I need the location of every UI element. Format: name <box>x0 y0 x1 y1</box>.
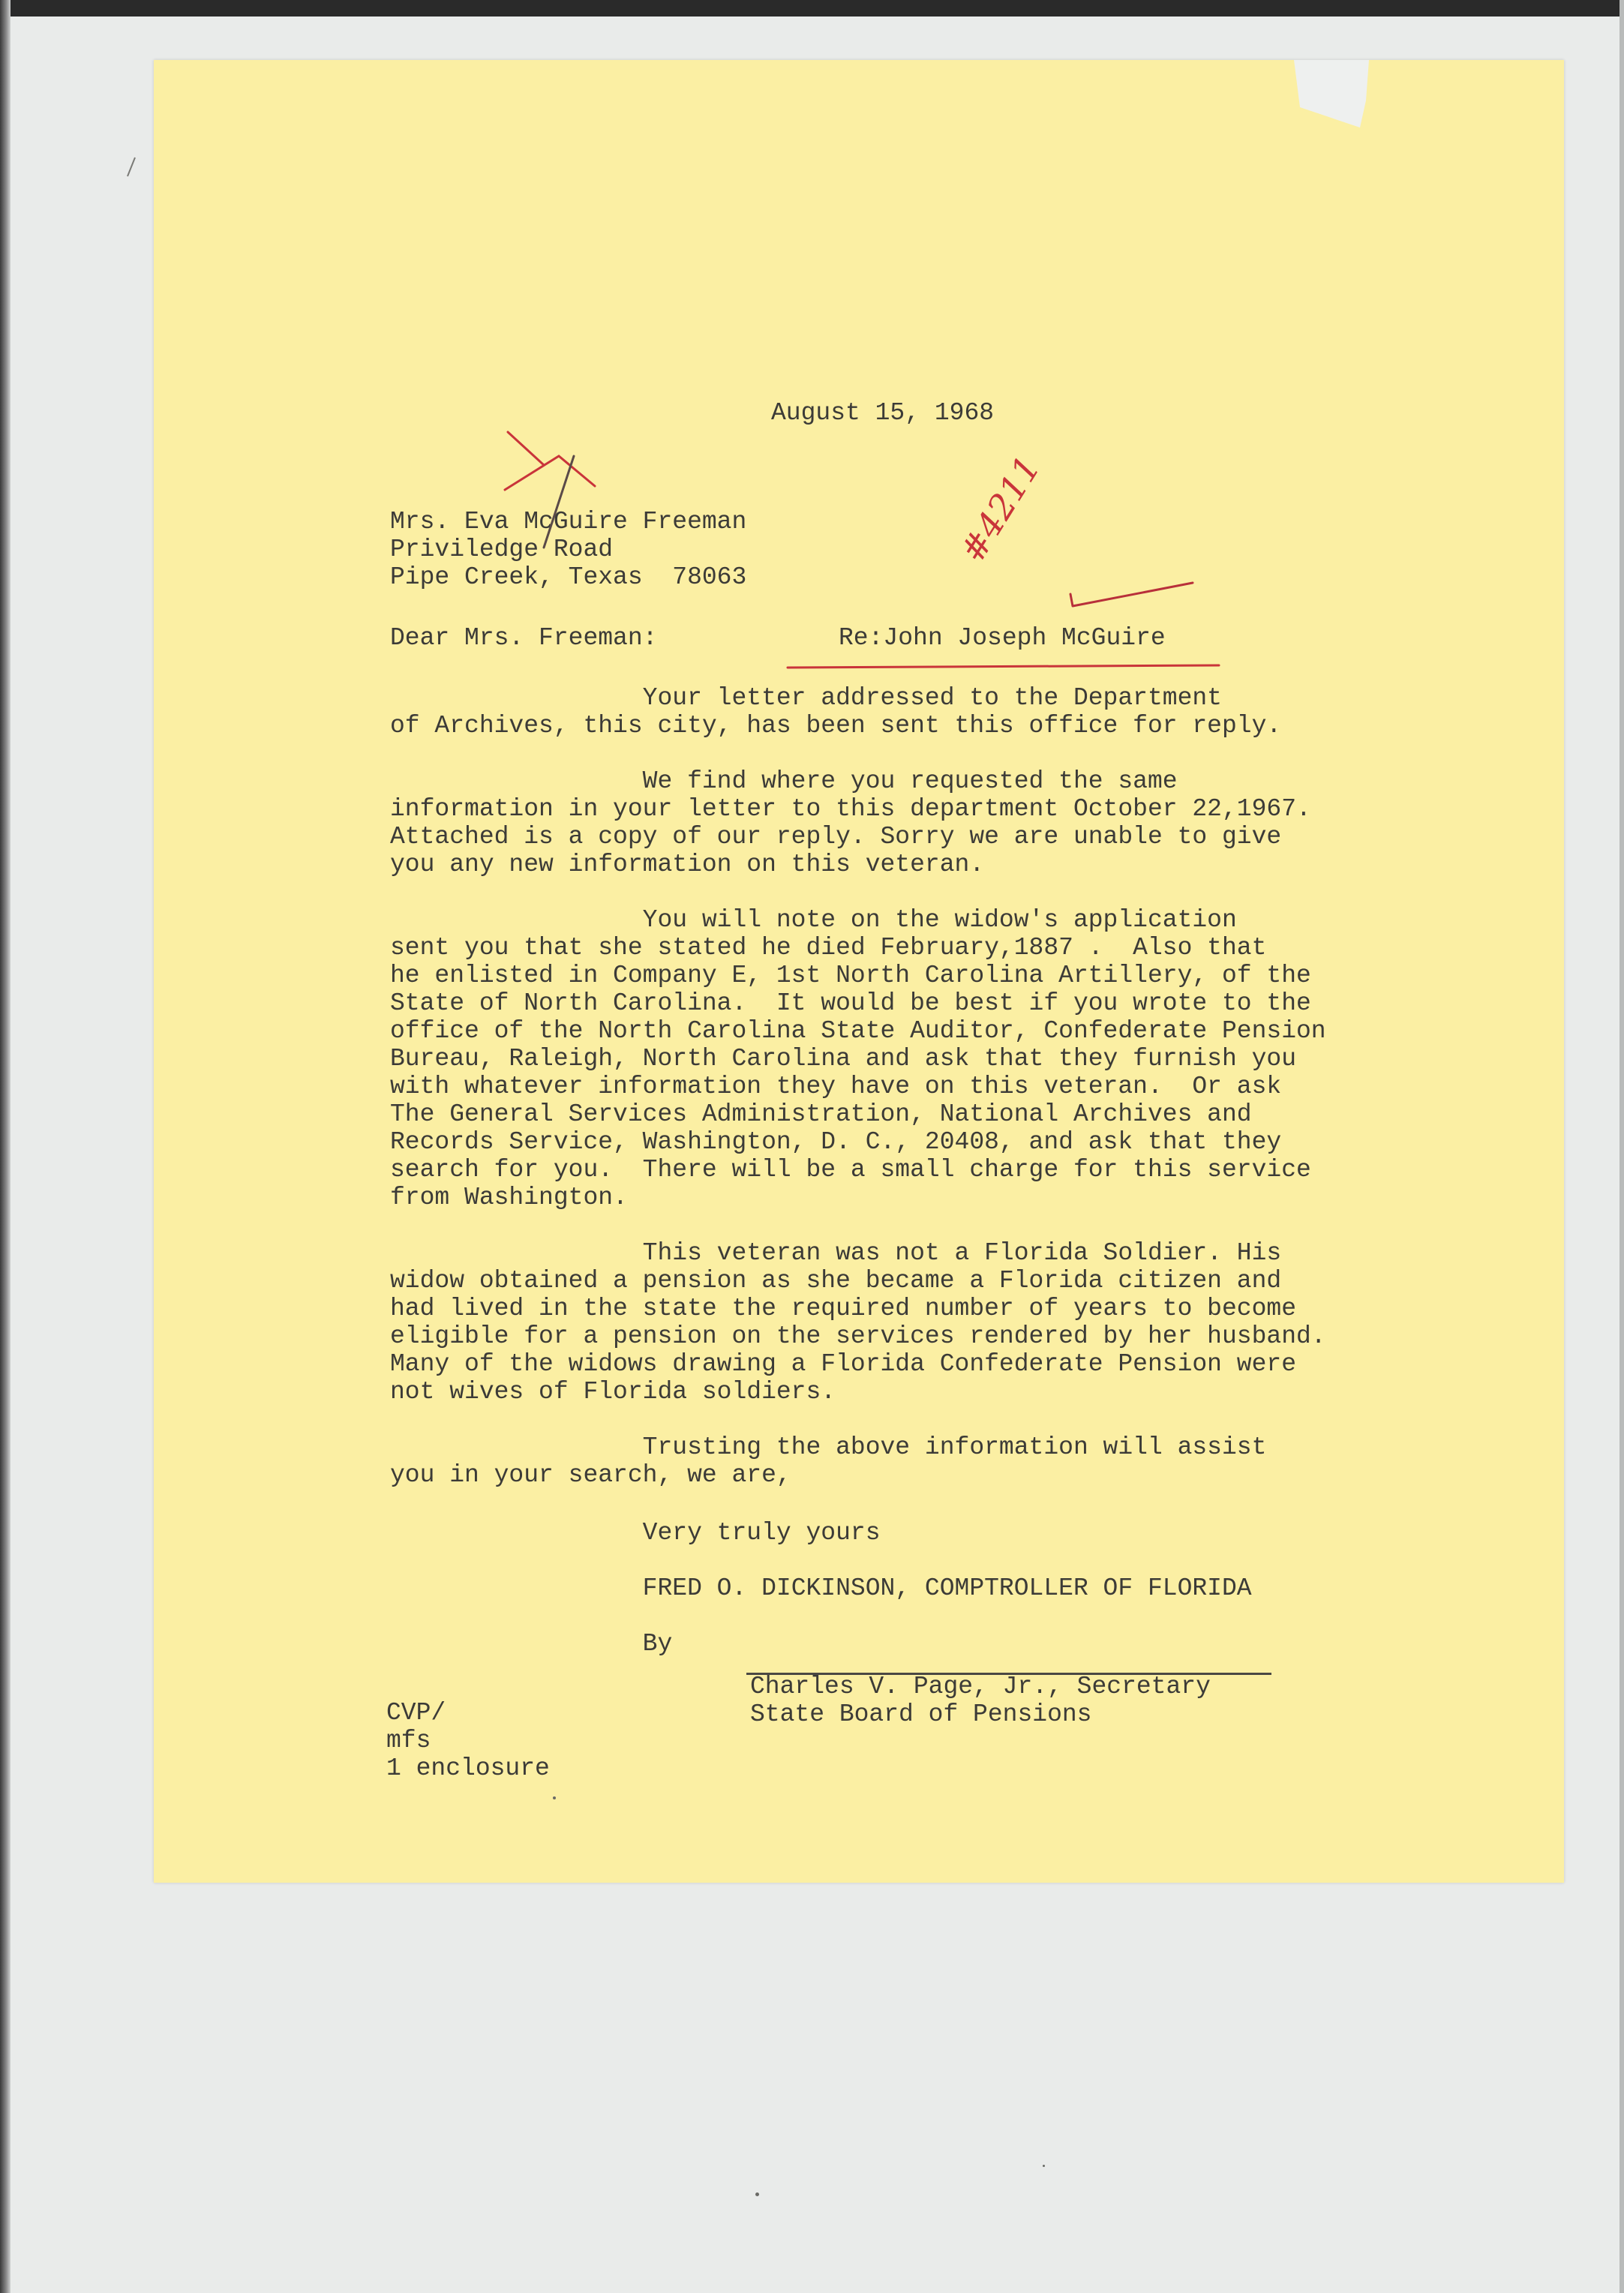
paragraph-1: Your letter addressed to the Department of Archives, this city, has been sent this office for reply. <box>390 684 1282 740</box>
paragraph-2: We find where you requested the same information in your letter to this department October 22,1967. Attached is a copy of our reply. Sorry we are unable to give you any new information on this veteran. <box>390 767 1311 878</box>
enclosure-note: 1 enclosure <box>386 1754 550 1782</box>
handwritten-file-number: #4211 <box>952 449 1049 569</box>
scanner-edge-right <box>1619 0 1624 2293</box>
closing: Very truly yours <box>642 1519 881 1547</box>
scan-speck <box>755 2192 759 2196</box>
check-tick-mark <box>1070 583 1193 606</box>
reference-line: Re:John Joseph McGuire <box>839 624 1166 652</box>
letter-page <box>154 60 1564 1883</box>
letter-date: August 15, 1968 <box>771 399 995 427</box>
by-label: By <box>642 1630 673 1658</box>
insertion-caret-mark <box>505 432 595 490</box>
paragraph-4: This veteran was not a Florida Soldier. His widow obtained a pension as she became a Florida citizen and had lived in the state the required number of years to become eligible for a pension on the services rendered by her husband. Many of the widows drawing a Florida Confederate Pension were not wives of Florida soldiers. <box>390 1239 1326 1406</box>
initials-author: CVP/ <box>386 1699 446 1727</box>
scanner-edge-top <box>0 0 1624 17</box>
recipient-city: Pipe Creek, Texas 78063 <box>390 563 747 591</box>
handwritten-marks <box>154 60 1564 1883</box>
pencil-stroke <box>128 158 135 176</box>
paragraph-5: Trusting the above information will assist you in your search, we are, <box>390 1433 1267 1489</box>
scan-speck <box>1043 2165 1045 2167</box>
signer-name: Charles V. Page, Jr., Secretary <box>750 1673 1211 1700</box>
signer-title: State Board of Pensions <box>750 1700 1092 1728</box>
signatory: FRED O. DICKINSON, COMPTROLLER OF FLORIDA <box>642 1574 1252 1602</box>
recipient-street: Priviledge Road <box>390 536 614 563</box>
paragraph-3: You will note on the widow's application sent you that she stated he died February,1887 . Also that he enlisted in Company E, 1st North Carolina Artillery, of the State of North Carolina. It would be best if you wrote to the office of the North Carolina State Auditor, Confederate Pension Bureau, Raleigh, North Carolina and ask that they furnish you with whatever information they have on this veteran. Or ask The General Services Administration, National Archives and Records Service, Washington, D. C., 20408, and ask that they search for you. There will be a small charge for this service from Washington. <box>390 906 1326 1211</box>
insertion-slash-mark <box>544 456 574 548</box>
initials-typist: mfs <box>386 1727 431 1754</box>
reference-underline <box>788 665 1219 668</box>
recipient-name: Mrs. Eva McGuire Freeman <box>390 508 747 536</box>
scan-speck <box>553 1796 556 1799</box>
salutation: Dear Mrs. Freeman: <box>390 624 658 652</box>
scanner-edge-left <box>0 0 11 2293</box>
